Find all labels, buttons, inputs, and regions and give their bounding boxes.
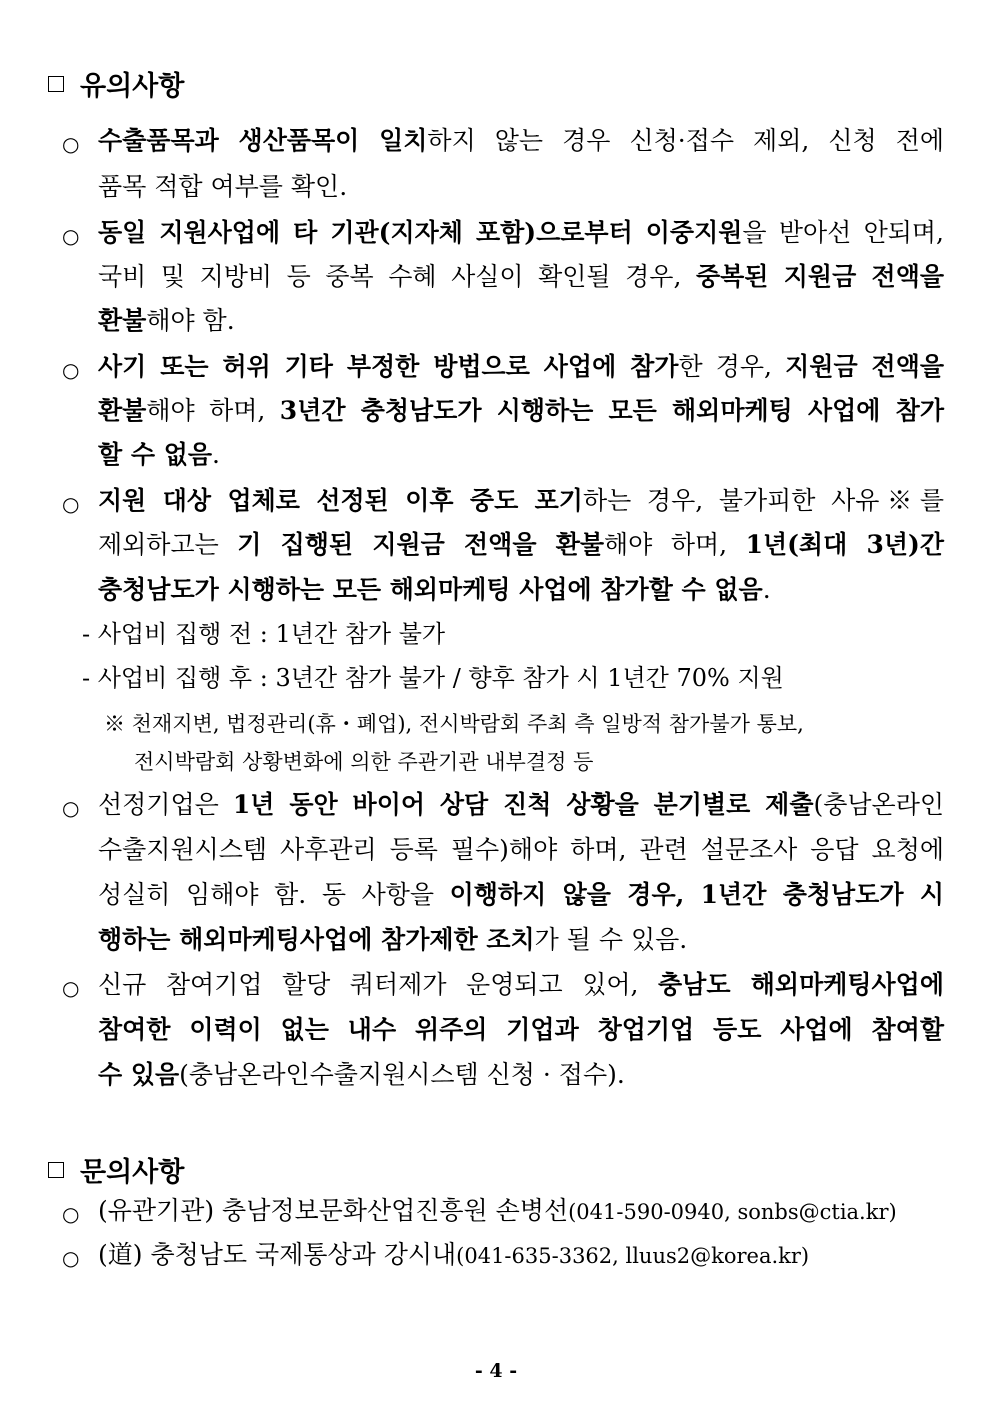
bullet-circle-icon: ○ [62, 358, 80, 382]
body-text: 수출지원시스템 사후관리 등록 필수)해야 하며, 관련 설문조사 응답 요청에 [98, 835, 944, 864]
emphasis-text: 동일 지원사업에 타 기관(지자체 포함)으로부터 이중지원 [98, 218, 743, 247]
paragraph-line [98, 835, 944, 865]
body-text: 선정기업은 [98, 790, 233, 819]
paragraph-line [98, 925, 944, 955]
body-text: 신규 참여기업 할당 쿼터제가 운영되고 있어, [98, 970, 659, 999]
page-number: - 4 - [474, 1360, 518, 1382]
paragraph-line [98, 880, 944, 910]
checkbox-square-icon [48, 1162, 64, 1178]
sub-item: - 사업비 집행 전 : 1년간 참가 불가 [82, 620, 446, 648]
paragraph-line [98, 970, 944, 1000]
paragraph-line [98, 1060, 944, 1090]
bullet-circle-icon: ○ [62, 796, 80, 820]
paragraph-line [98, 440, 944, 470]
body-text: 국비 및 지방비 등 중복 수혜 사실이 확인될 경우, [98, 262, 696, 291]
footnote: ※ 천재지변, 법정관리(휴・폐업), 전시박람회 주최 측 일방적 참가불가 통보, [104, 712, 804, 736]
bullet-circle-icon: ○ [62, 132, 80, 156]
emphasis-text: 수 있음 [98, 1060, 180, 1089]
body-text: 해야 하며, [604, 530, 746, 559]
contact-detail: (041-635-3362, lluus2@korea.kr) [456, 1244, 810, 1268]
section-title: 유의사항 [80, 71, 185, 102]
body-text: 하는 경우, 불가피한 사유※를 [582, 486, 944, 515]
emphasis-text: 1년(최대 3년)간 [745, 530, 945, 559]
body-text: 하지 않는 경우 신청·접수 제외, 신청 전에 [427, 126, 944, 155]
emphasis-text: 충청남도가 시행하는 모든 해외마케팅 사업에 참가할 수 없음 [98, 575, 763, 604]
emphasis-text: 3년간 충청남도가 시행하는 모든 해외마케팅 사업에 참가 [279, 396, 944, 425]
emphasis-text: 참여한 이력이 없는 내수 위주의 기업과 창업기업 등도 사업에 참여할 [98, 1015, 944, 1044]
paragraph-line [98, 126, 944, 156]
emphasis-text: 사기 또는 허위 기타 부정한 방법으로 사업에 참가 [98, 352, 679, 381]
emphasis-text: 기 집행된 지원금 전액을 환불 [237, 530, 605, 559]
paragraph-line [98, 530, 944, 560]
paragraph-line [98, 790, 944, 820]
paragraph-line [98, 575, 944, 605]
body-text: 품목 적합 여부를 확인. [98, 172, 348, 201]
emphasis-text: 이행하지 않을 경우, 1년간 충청남도가 시 [449, 880, 944, 909]
paragraph-line [98, 262, 944, 292]
section-heading-contact [48, 1150, 184, 1189]
contact-line [98, 1196, 897, 1226]
footnote: 전시박람회 상황변화에 의한 주관기관 내부결정 등 [134, 750, 594, 774]
body-text: 한 경우, [678, 352, 786, 381]
contact-name: (道) 충청남도 국제통상과 강시내 [98, 1240, 457, 1269]
paragraph-line [98, 396, 944, 426]
body-text: (충남온라인수출지원시스템 신청 · 접수). [179, 1060, 625, 1089]
contact-name: (유관기관) 충남정보문화산업진흥원 손병선 [98, 1196, 569, 1225]
emphasis-text: 할 수 없음 [98, 440, 213, 469]
body-text: 을 받아선 안되며, [742, 218, 944, 247]
emphasis-text: 1년 동안 바이어 상담 진척 상황을 분기별로 제출 [232, 790, 814, 819]
body-text: 가 될 수 있음. [534, 925, 688, 954]
paragraph-line [98, 218, 944, 248]
contact-line [98, 1240, 809, 1270]
emphasis-text: 환불 [98, 396, 147, 425]
emphasis-text: 충남도 해외마케팅사업에 [658, 970, 944, 999]
emphasis-text: 지원 대상 업체로 선정된 이후 중도 포기 [98, 486, 583, 515]
emphasis-text: 행하는 해외마케팅사업에 참가제한 조치 [98, 925, 535, 954]
emphasis-text: 수출품목과 생산품목이 일치 [98, 126, 428, 155]
bullet-circle-icon: ○ [62, 224, 80, 248]
body-text: . [212, 440, 220, 469]
sub-item: - 사업비 집행 후 : 3년간 참가 불가 / 향후 참가 시 1년간 70% 지원 [82, 664, 784, 692]
bullet-circle-icon: ○ [62, 1202, 80, 1226]
body-text: 제외하고는 [98, 530, 238, 559]
paragraph-line [98, 1015, 944, 1045]
body-text: (충남온라인 [813, 790, 944, 819]
paragraph-line [98, 172, 944, 202]
body-text: . [762, 575, 771, 604]
paragraph-line [98, 486, 944, 516]
section-title: 문의사항 [80, 1157, 185, 1188]
contact-detail: (041-590-0940, sonbs@ctia.kr) [568, 1200, 897, 1224]
paragraph-line [98, 306, 944, 336]
checkbox-square-icon [48, 76, 64, 92]
body-text: 성실히 임해야 함. 동 사항을 [98, 880, 450, 909]
paragraph-line [98, 352, 944, 382]
bullet-circle-icon: ○ [62, 976, 80, 1000]
section-heading-notes [48, 64, 184, 103]
emphasis-text: 중복된 지원금 전액을 [695, 262, 944, 291]
body-text: 해야 함. [146, 306, 235, 335]
bullet-circle-icon: ○ [62, 492, 80, 516]
emphasis-text: 환불 [98, 306, 147, 335]
body-text: 해야 하며, [146, 396, 280, 425]
emphasis-text: 지원금 전액을 [785, 352, 944, 381]
bullet-circle-icon: ○ [62, 1246, 80, 1270]
